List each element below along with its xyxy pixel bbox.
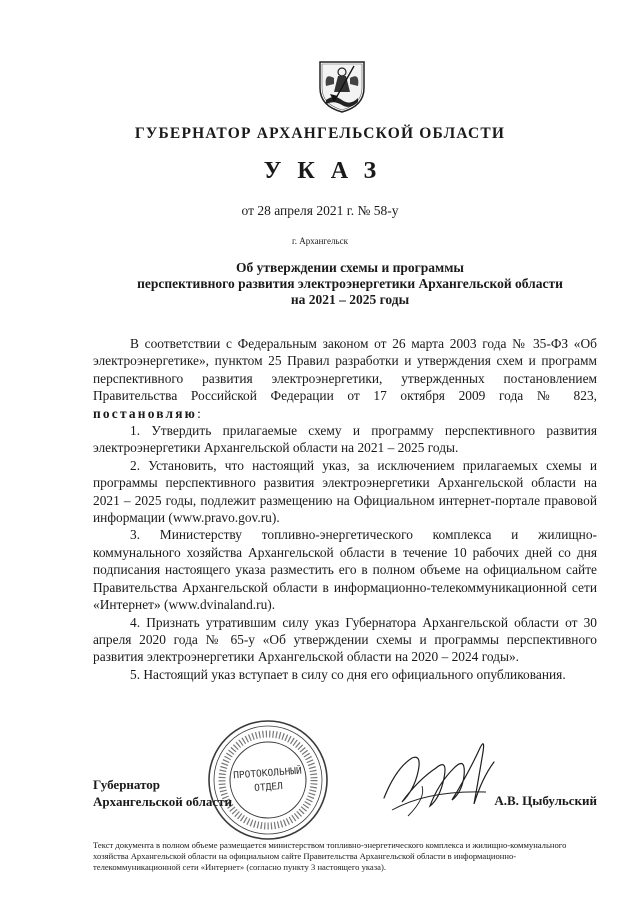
- signatory-name: А.В. Цыбульский: [494, 793, 597, 808]
- signatory-position-line: Губернатор: [93, 777, 161, 792]
- signatory-position: [93, 776, 232, 810]
- stamp-line-1: ПРОТОКОЛЬНЫЙ: [232, 765, 303, 782]
- list-item: 3. Министерству топливно-энергетического комплекса и жилищно-коммунального хозяйства Архангельской области в течение 10 рабочих дней со дня подписания настоящего указа разместить его в полном объеме на официальном сайте Правительства Архангельской области в информационно-телекоммуникационной сети «Интернет» (www.dvinaland.ru).: [93, 527, 597, 613]
- title-line: Об утверждении схемы и программы: [236, 260, 464, 275]
- document-type: УКАЗ: [263, 158, 393, 184]
- list-item: 1. Утвердить прилагаемые схему и программу перспективного развития электроэнергетики Архангельской области на 2021 – 2025 годы.: [93, 423, 597, 456]
- decree-colon: :: [197, 405, 201, 421]
- document-title: [60, 260, 640, 308]
- document-body: [93, 335, 597, 683]
- footer-note: Текст документа в полном объеме размещается министерством топливно-энергетического комплекса и жилищно-коммунального хозяйства Архангельской области на официальном сайте Правительства Архангельской области в информационно-телекоммуникационной сети «Интернет» (согласно пункту 3 настоящего указа).: [93, 840, 567, 872]
- stamp-line-2: ОТДЕЛ: [253, 780, 284, 794]
- title-line: на 2021 – 2025 годы: [290, 292, 410, 307]
- signatory-position-line: Архангельской области: [93, 794, 233, 809]
- handwritten-signature-icon: [378, 728, 498, 826]
- preamble-text: В соответствии с Федеральным законом от 26 марта 2003 года № 35-ФЗ «Об электроэнергетике», пунктом 25 Правил разработки и утверждения схем и программ перспективного развития электроэнергетики, утвержденных постановлением Правительства Российской Федерации от 17 октября 2009 года № 823,: [93, 336, 597, 404]
- document-date-number: от 28 апреля 2021 г. № 58-у: [241, 203, 399, 218]
- list-item: 5. Настоящий указ вступает в силу со дня его официального опубликования.: [130, 666, 566, 682]
- list-item: 4. Признать утратившим силу указ Губернатора Архангельской области от 30 апреля 2020 года № 65-у «Об утверждении схемы и программы перспективного развития электроэнергетики Архангельской области на 2020 – 2024 годы».: [93, 614, 597, 665]
- issuing-authority: ГУБЕРНАТОР АРХАНГЕЛЬСКОЙ ОБЛАСТИ: [134, 125, 506, 142]
- title-line: перспективного развития электроэнергетики Архангельской области: [137, 276, 563, 291]
- document-city: г. Архангельск: [292, 236, 348, 246]
- coat-of-arms-icon: [312, 58, 372, 114]
- preamble-paragraph: [93, 335, 597, 422]
- list-item: 2. Установить, что настоящий указ, за исключением прилагаемых схемы и программы перспективного развития электроэнергетики Архангельской области на 2021 – 2025 годы, подлежит размещению на Официальном интернет-портале правовой информации (www.pravo.gov.ru).: [93, 457, 597, 526]
- decree-word: постановляю: [93, 405, 198, 421]
